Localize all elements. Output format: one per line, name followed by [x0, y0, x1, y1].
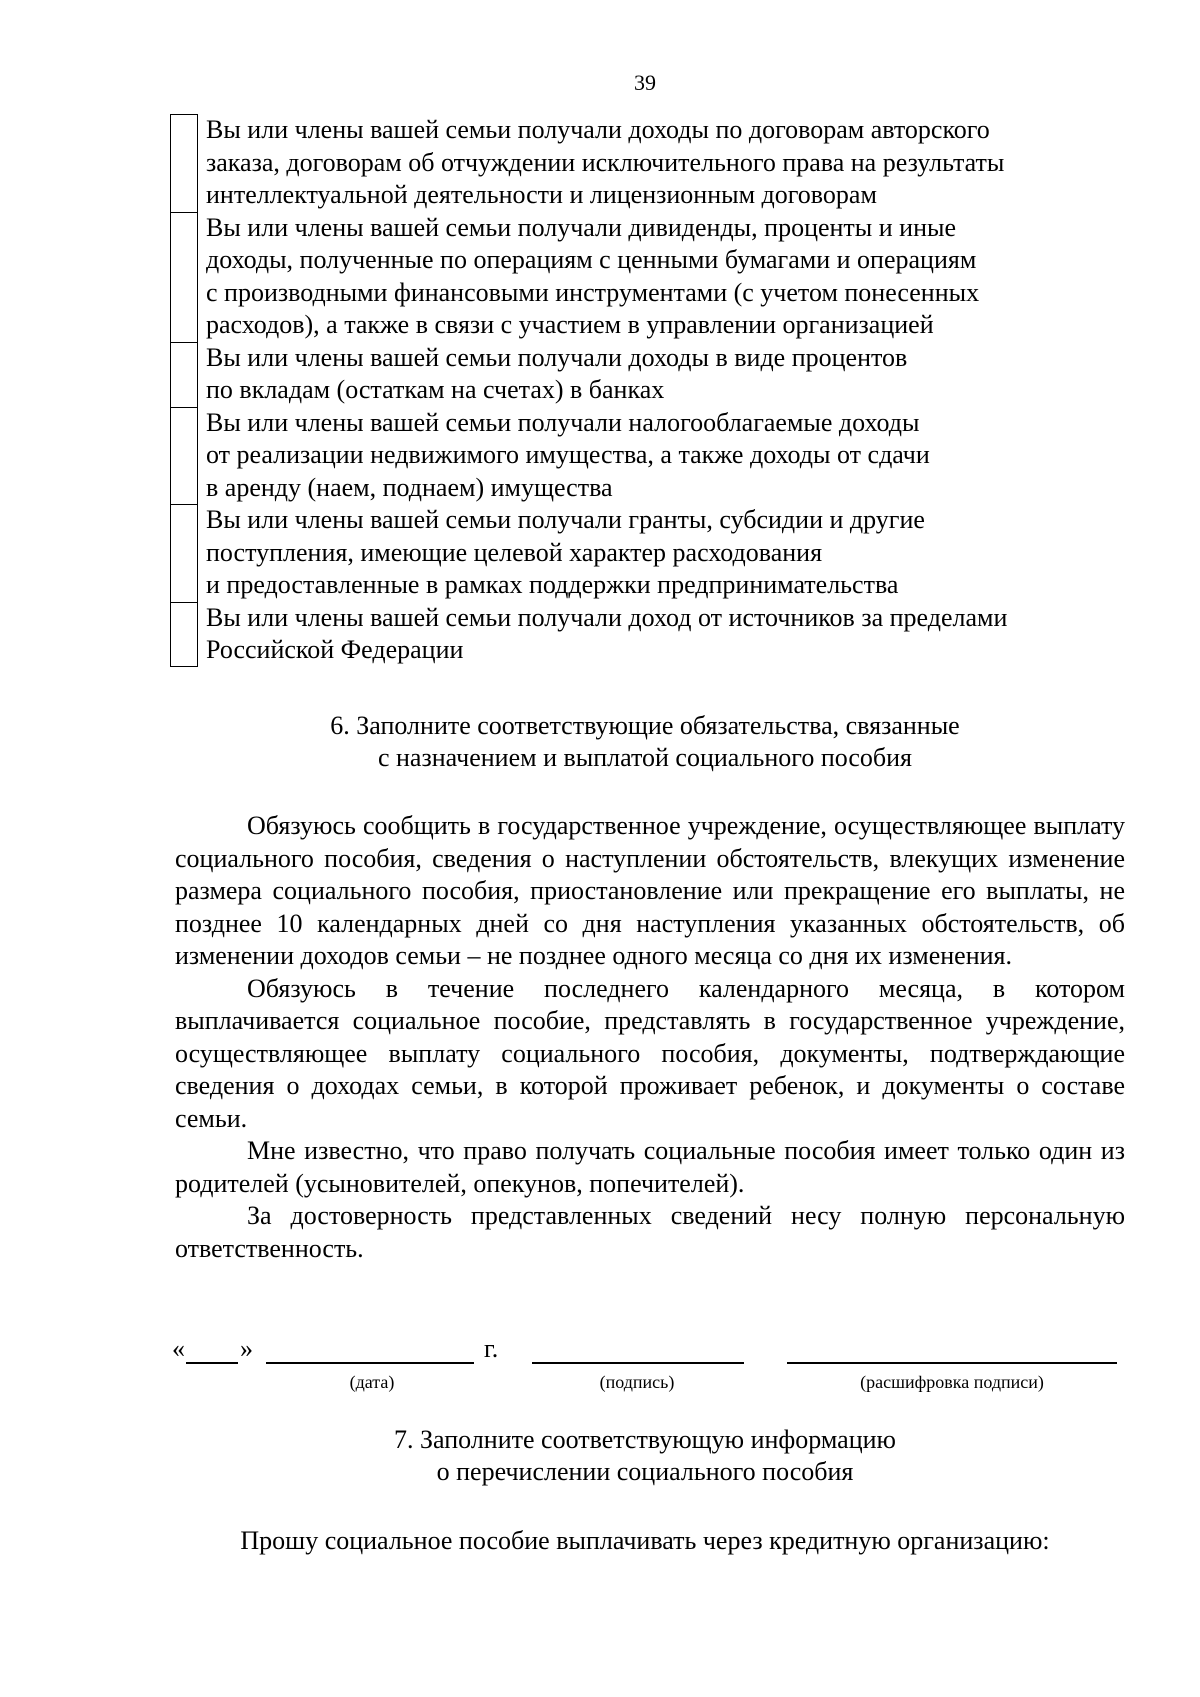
- section-7-heading: 7. Заполните соответствующую информацию о перечислении социального пособия: [394, 1425, 896, 1486]
- page-number: 39: [634, 70, 656, 95]
- checklist-row: [170, 212, 1130, 342]
- checklist-row: [170, 407, 1130, 505]
- income-checklist: [170, 114, 1130, 667]
- decode-caption: (расшифровка подписи): [860, 1372, 1044, 1392]
- checklist-row: [170, 504, 1130, 602]
- signature-caption: (подпись): [599, 1372, 675, 1392]
- checklist-row: [170, 114, 1130, 212]
- checklist-row: [170, 342, 1130, 407]
- date-field[interactable]: [266, 1362, 474, 1364]
- obligation-paragraph: Обязуюсь сообщить в государственное учреждение, осуществляющее выплату социального пособия, сведения о наступлении обстоятельств, влекущих изменение размера социального пособия, приостановление или прекращение его выплаты, не позднее 10 календарных дней со дня наступления указанных обстоятельств, об изменении доходов семьи – не позднее одного месяца со дня их изменения.: [175, 811, 1125, 970]
- checkbox[interactable]: [170, 342, 198, 407]
- signature-decode-field[interactable]: [787, 1362, 1117, 1364]
- obligation-paragraph: Обязуюсь в течение последнего календарного месяца, в котором выплачивается социальное пособие, представлять в государственное учреждение, осуществляющее выплату социального пособия, документы, подтверждающие сведения о доходах семьи, в которой проживает ребенок, и документы о составе семьи.: [175, 973, 1125, 1133]
- obligation-paragraph: За достоверность представленных сведений несу полную персональную ответственность.: [175, 1201, 1125, 1263]
- obligation-paragraph: Мне известно, что право получать социальные пособия имеет только один из родителей (усыновителей, опекунов, попечителей).: [175, 1136, 1125, 1198]
- section-6-body: [175, 810, 1125, 1265]
- open-quote: «: [172, 1334, 185, 1363]
- section-7-paragraph: Прошу социальное пособие выплачивать через кредитную организацию:: [240, 1526, 1050, 1555]
- section-6-heading: 6. Заполните соответствующие обязательства, связанные с назначением и выплатой социального пособия: [330, 711, 960, 772]
- signature-field[interactable]: [532, 1362, 744, 1364]
- checklist-item-text: Вы или члены вашей семьи получали доход от источников за пределами Российской Федерации: [206, 602, 1008, 664]
- checkbox[interactable]: [170, 114, 198, 212]
- checklist-item-text: Вы или члены вашей семьи получали доходы по договорам авторского заказа, договорам об отчуждении исключительного права на результаты интеллектуальной деятельности и лицензионным договорам: [206, 115, 1005, 209]
- checklist-item-text: Вы или члены вашей семьи получали дивиденды, проценты и иные доходы, полученные по операциям с ценными бумагами и операциям с производными финансовыми инструментами (с учетом понесенных расходов), а также в связи с участием в управлении организацией: [206, 212, 980, 339]
- checklist-item-text: Вы или члены вашей семьи получали гранты, субсидии и другие поступления, имеющие целевой характер расходования и предоставленные в рамках поддержки предпринимательства: [206, 505, 925, 599]
- year-suffix: г.: [484, 1334, 499, 1363]
- checkbox[interactable]: [170, 407, 198, 505]
- checkbox[interactable]: [170, 212, 198, 342]
- day-field[interactable]: [186, 1362, 238, 1364]
- checkbox[interactable]: [170, 504, 198, 602]
- date-caption: (дата): [349, 1372, 395, 1392]
- checklist-item-text: Вы или члены вашей семьи получали налогооблагаемые доходы от реализации недвижимого имущества, а также доходы от сдачи в аренду (наем, поднаем) имущества: [206, 407, 930, 502]
- checklist-row: [170, 602, 1130, 667]
- checkbox[interactable]: [170, 602, 198, 667]
- checklist-item-text: Вы или члены вашей семьи получали доходы в виде процентов по вкладам (остаткам на счетах) в банках: [206, 342, 908, 404]
- signature-block: [172, 1334, 1132, 1394]
- close-quote: »: [240, 1334, 253, 1363]
